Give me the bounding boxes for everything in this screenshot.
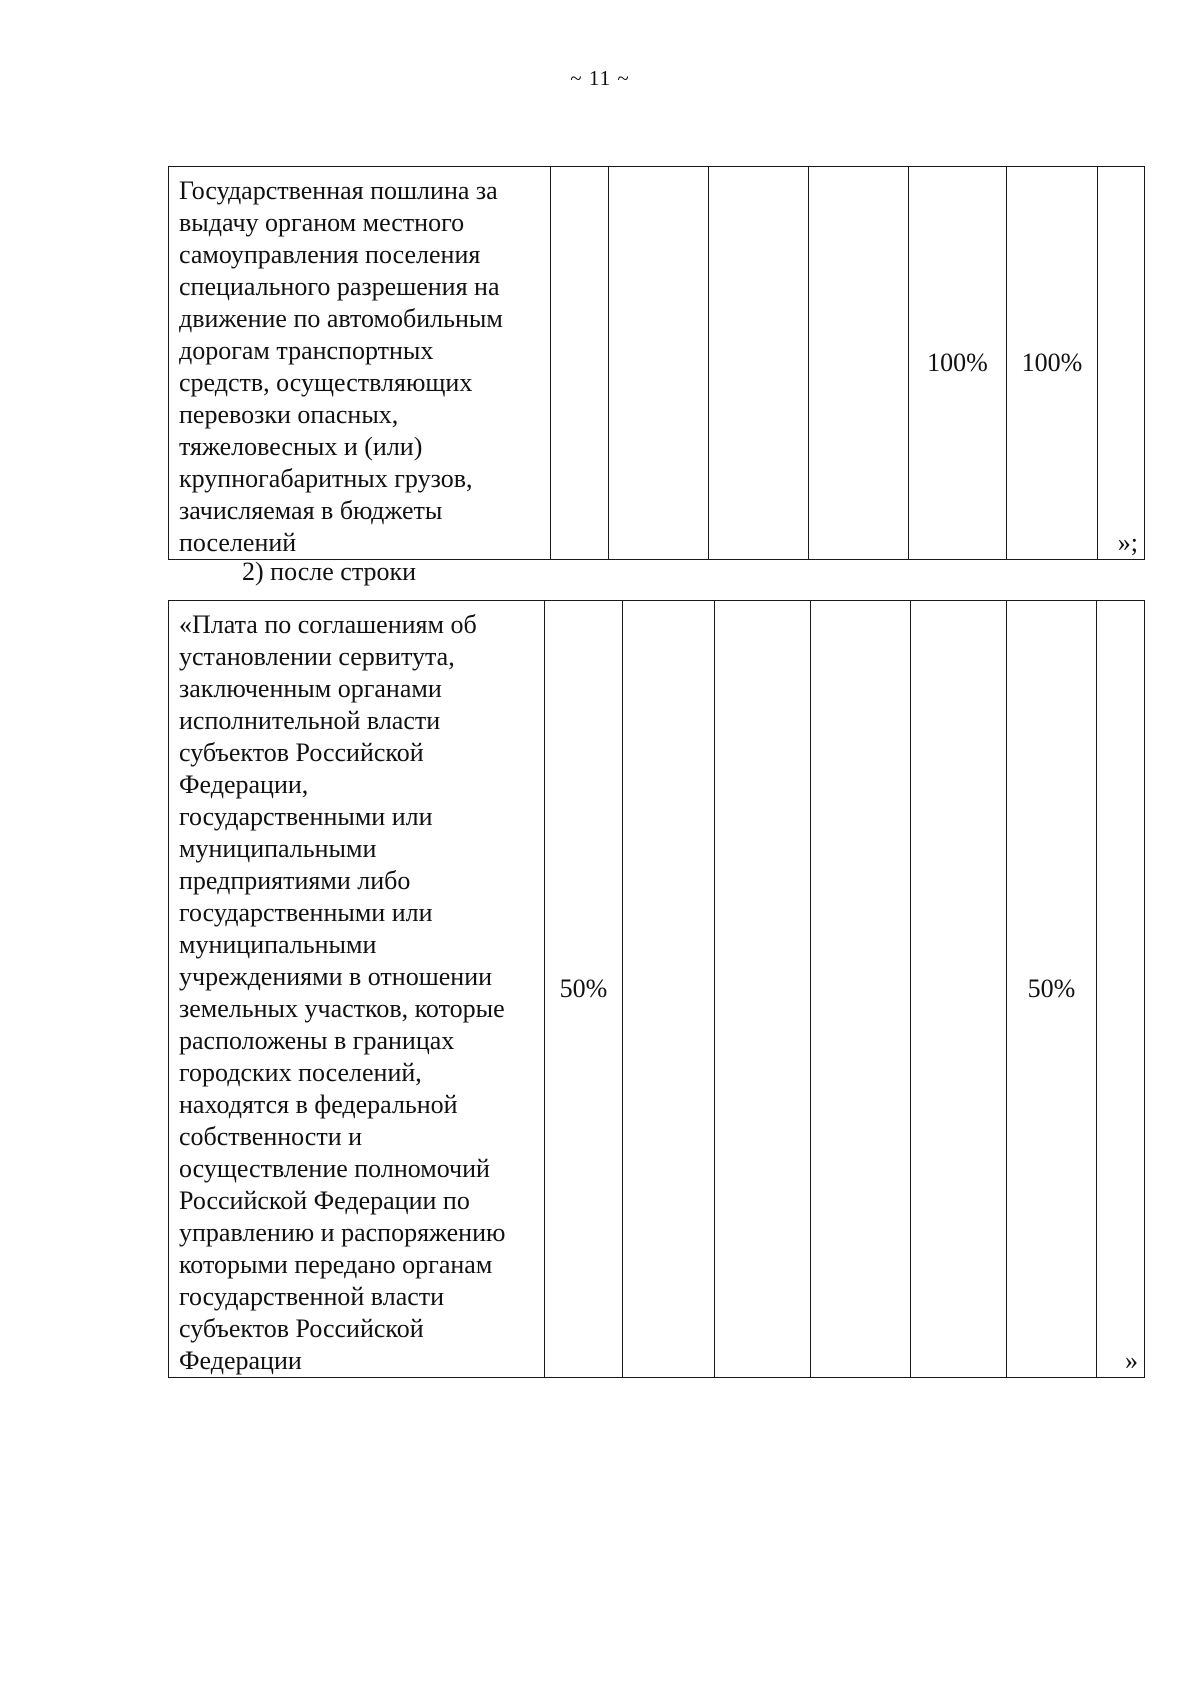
- value-cell: [809, 167, 909, 560]
- value-cell: [811, 601, 911, 1378]
- value-cell: 100%: [909, 167, 1007, 560]
- value-cell: [709, 167, 809, 560]
- closing-quote: »;: [1098, 167, 1145, 560]
- value-cell: [609, 167, 709, 560]
- row-description: «Плата по соглашениям об установлении сервитута, заключенным органами исполнительной власти субъектов Российской Федерации, государственными или муниципальными предприятиями либо государственными или муниципальными учреждениями в отношении земельных участков, которые расположены в границах городских поселений, находятся в федеральной собственности и осуществление полномочий Российской Федерации по управлению и распоряжению которыми передано органам государственной власти субъектов Российской Федерации: [169, 601, 545, 1378]
- revenue-table-row-state-duty: [168, 166, 1145, 560]
- value-cell: 50%: [1007, 601, 1097, 1378]
- closing-quote: »: [1097, 601, 1145, 1378]
- row-description: Государственная пошлина за выдачу органом местного самоуправления поселения специального разрешения на движение по автомобильным дорогам транспортных средств, осуществляющих перевозки опасных, тяжеловесных и (или) крупногабаритных грузов, зачисляемая в бюджеты поселений: [169, 167, 551, 560]
- value-cell: 100%: [1007, 167, 1098, 560]
- value-cell: 50%: [545, 601, 623, 1378]
- table-row: [169, 167, 1145, 560]
- value-cell: [623, 601, 715, 1378]
- value-cell: [715, 601, 811, 1378]
- value-cell: [551, 167, 609, 560]
- revenue-table-row-servitude-fee: [168, 600, 1145, 1378]
- table-row: [169, 601, 1145, 1378]
- section-text: 2) после строки: [242, 557, 417, 586]
- page-number: ~ 11 ~: [570, 66, 630, 90]
- value-cell: [911, 601, 1007, 1378]
